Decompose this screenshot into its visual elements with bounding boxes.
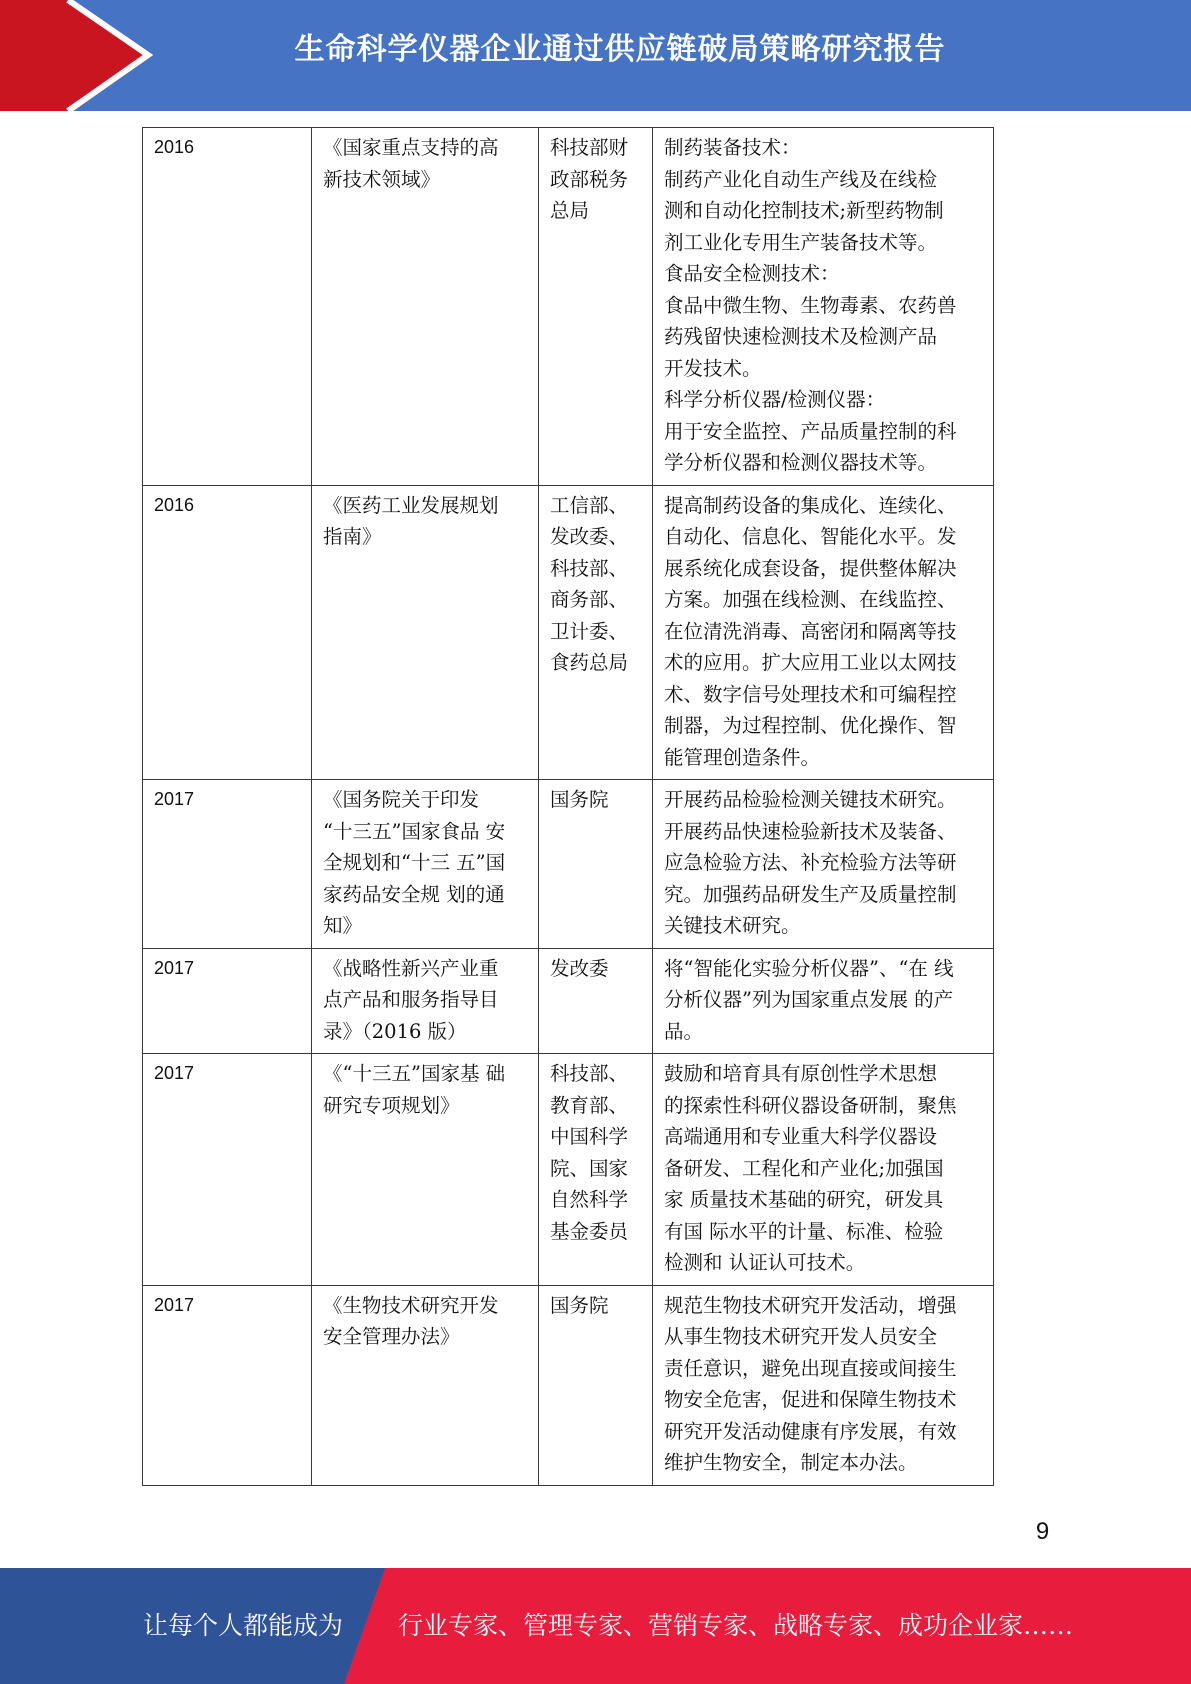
report-title: 生命科学仪器企业通过供应链破局策略研究报告 [294,32,946,67]
content-line: 家 质量技术基础的研究，研发具 [664,1188,944,1211]
document-line: 知》 [323,914,363,937]
content-line: 研究开发活动健康有序发展，有效 [664,1419,957,1443]
content-line: 提高制药设备的集成化、连续化、 [664,493,957,517]
content-line: 自动化、信息化、智能化水平。发 [664,525,957,548]
year-cell: 2016 [143,128,312,486]
content-line: 检测和 认证认可技术。 [664,1251,866,1274]
content-line: 科学分析仪器/检测仪器： [664,388,886,411]
document-cell [312,485,539,780]
content-line: 规范生物技术研究开发活动，增强 [664,1293,957,1317]
table-row [143,780,994,949]
department-cell [539,1285,653,1485]
table-row [143,128,994,486]
year-cell: 2016 [143,485,312,780]
content-line: 从事生物技术研究开发人员安全 [664,1325,938,1348]
policy-table-body [143,128,994,1486]
report-footer [0,1568,1191,1684]
content-line: 食品中微生物、生物毒素、农药兽 [664,293,957,317]
document-line: 研究专项规划》 [323,1093,460,1117]
content-line: 测和自动化控制技术;新型药物制 [664,199,944,222]
department-line: 政部税务 [550,167,629,191]
document-line: 《国家重点支持的高 [323,136,499,159]
content-line: 剂工业化专用生产装备技术等。 [664,230,938,254]
year-cell: 2017 [143,1054,312,1286]
department-line: 卫计委、 [550,619,629,643]
department-line: 自然科学 [550,1188,629,1211]
content-line: 鼓励和培育具有原创性学术思想 [664,1062,938,1085]
document-cell [312,780,539,949]
year-cell: 2017 [143,1285,312,1485]
content-cell [653,1054,994,1286]
footer-slogan-right: 行业专家、管理专家、营销专家、战略专家、成功企业家…… [398,1611,1074,1640]
department-cell [539,485,653,780]
document-line: 录》（2016 版） [323,1019,467,1043]
document-line: “十三五”国家食品 安 [323,819,506,843]
content-line: 分析仪器”列为国家重点发展 的产 [664,988,954,1011]
department-line: 院、国家 [550,1156,629,1180]
department-line: 科技部、 [550,1062,629,1085]
content-line: 维护生物安全，制定本办法。 [664,1451,918,1474]
document-line: 新技术领域》 [323,167,441,191]
department-cell [539,948,653,1054]
content-line: 究。加强药品研发生产及质量控制 [664,882,957,906]
department-cell [539,128,653,486]
content-line: 展系统化成套设备，提供整体解决 [664,556,957,580]
year-cell: 2017 [143,948,312,1054]
content-line: 物安全危害，促进和保障生物技术 [664,1388,957,1411]
document-line: 《国务院关于印发 [323,788,480,811]
footer-slogan-left: 让每个人都能成为 [143,1611,344,1640]
content-line: 学分析仪器和检测仪器技术等。 [664,451,938,474]
content-line: 责任意识，避免出现直接或间接生 [664,1356,957,1380]
content-line: 术的应用。扩大应用工业以太网技 [664,651,957,674]
department-line: 科技部、 [550,556,629,580]
document-cell [312,1285,539,1485]
content-line: 制器，为过程控制、优化操作、智 [664,714,957,737]
department-line: 国务院 [550,788,609,811]
content-line: 食品安全检测技术： [664,262,840,285]
content-line: 能管理创造条件。 [664,745,821,769]
document-cell [312,1054,539,1286]
content-line: 开展药品快速检验新技术及装备、 [664,819,957,843]
content-cell [653,1285,994,1485]
document-line: 点产品和服务指导目 [323,988,499,1011]
department-line: 中国科学 [550,1125,629,1148]
content-line: 的探索性科研仪器设备研制，聚焦 [664,1093,957,1117]
content-line: 应急检验方法、补充检验方法等研 [664,851,957,874]
department-line: 商务部、 [550,588,629,611]
page-number: 9 [1035,1518,1050,1545]
department-line: 总局 [550,199,590,222]
content-line: 有国 际水平的计量、标准、检验 [664,1219,944,1243]
document-line: 《医药工业发展规划 [323,493,499,517]
document-line: 《战略性新兴产业重 [323,956,499,980]
document-line: 家药品安全规 划的通 [323,882,505,906]
document-cell [312,128,539,486]
content-cell [653,780,994,949]
content-cell [653,948,994,1054]
content-line: 开发技术。 [664,356,762,380]
document-line: 《“十三五”国家基 础 [323,1062,506,1085]
table-row [143,1285,994,1485]
content-line: 将“智能化实验分析仪器”、“在 线 [664,956,954,980]
year-cell: 2017 [143,780,312,949]
department-line: 教育部、 [550,1093,629,1117]
document-line: 《生物技术研究开发 [323,1293,499,1317]
department-line: 基金委员 [550,1219,629,1243]
content-line: 在位清洗消毒、高密闭和隔离等技 [664,619,957,643]
content-line: 开展药品检验检测关键技术研究。 [664,788,957,811]
content-line: 高端通用和专业重大科学仪器设 [664,1125,938,1148]
department-line: 发改委 [550,956,609,980]
content-line: 关键技术研究。 [664,914,801,937]
report-header [0,0,1191,111]
content-line: 术、数字信号处理技术和可编程控 [664,682,957,706]
department-line: 工信部、 [550,493,629,517]
content-line: 用于安全监控、产品质量控制的科 [664,419,957,443]
department-line: 发改委、 [550,525,629,548]
content-cell [653,485,994,780]
content-cell [653,128,994,486]
content-line: 备研发、工程化和产业化;加强国 [664,1156,944,1180]
document-line: 全规划和“十三 五”国 [323,851,506,874]
policy-table [142,127,994,1486]
department-line: 食药总局 [550,651,629,674]
table-row [143,1054,994,1286]
content-line: 制药产业化自动生产线及在线检 [664,167,938,191]
document-cell [312,948,539,1054]
department-cell [539,1054,653,1286]
content-line: 制药装备技术： [664,136,801,159]
document-line: 安全管理办法》 [323,1325,460,1348]
department-line: 国务院 [550,1293,609,1317]
document-line: 指南》 [323,525,382,548]
content-line: 药残留快速检测技术及检测产品 [664,325,938,348]
table-row [143,485,994,780]
table-row [143,948,994,1054]
content-line: 品。 [664,1019,704,1043]
department-cell [539,780,653,949]
content-line: 方案。加强在线检测、在线监控、 [664,588,957,611]
department-line: 科技部财 [550,136,629,159]
